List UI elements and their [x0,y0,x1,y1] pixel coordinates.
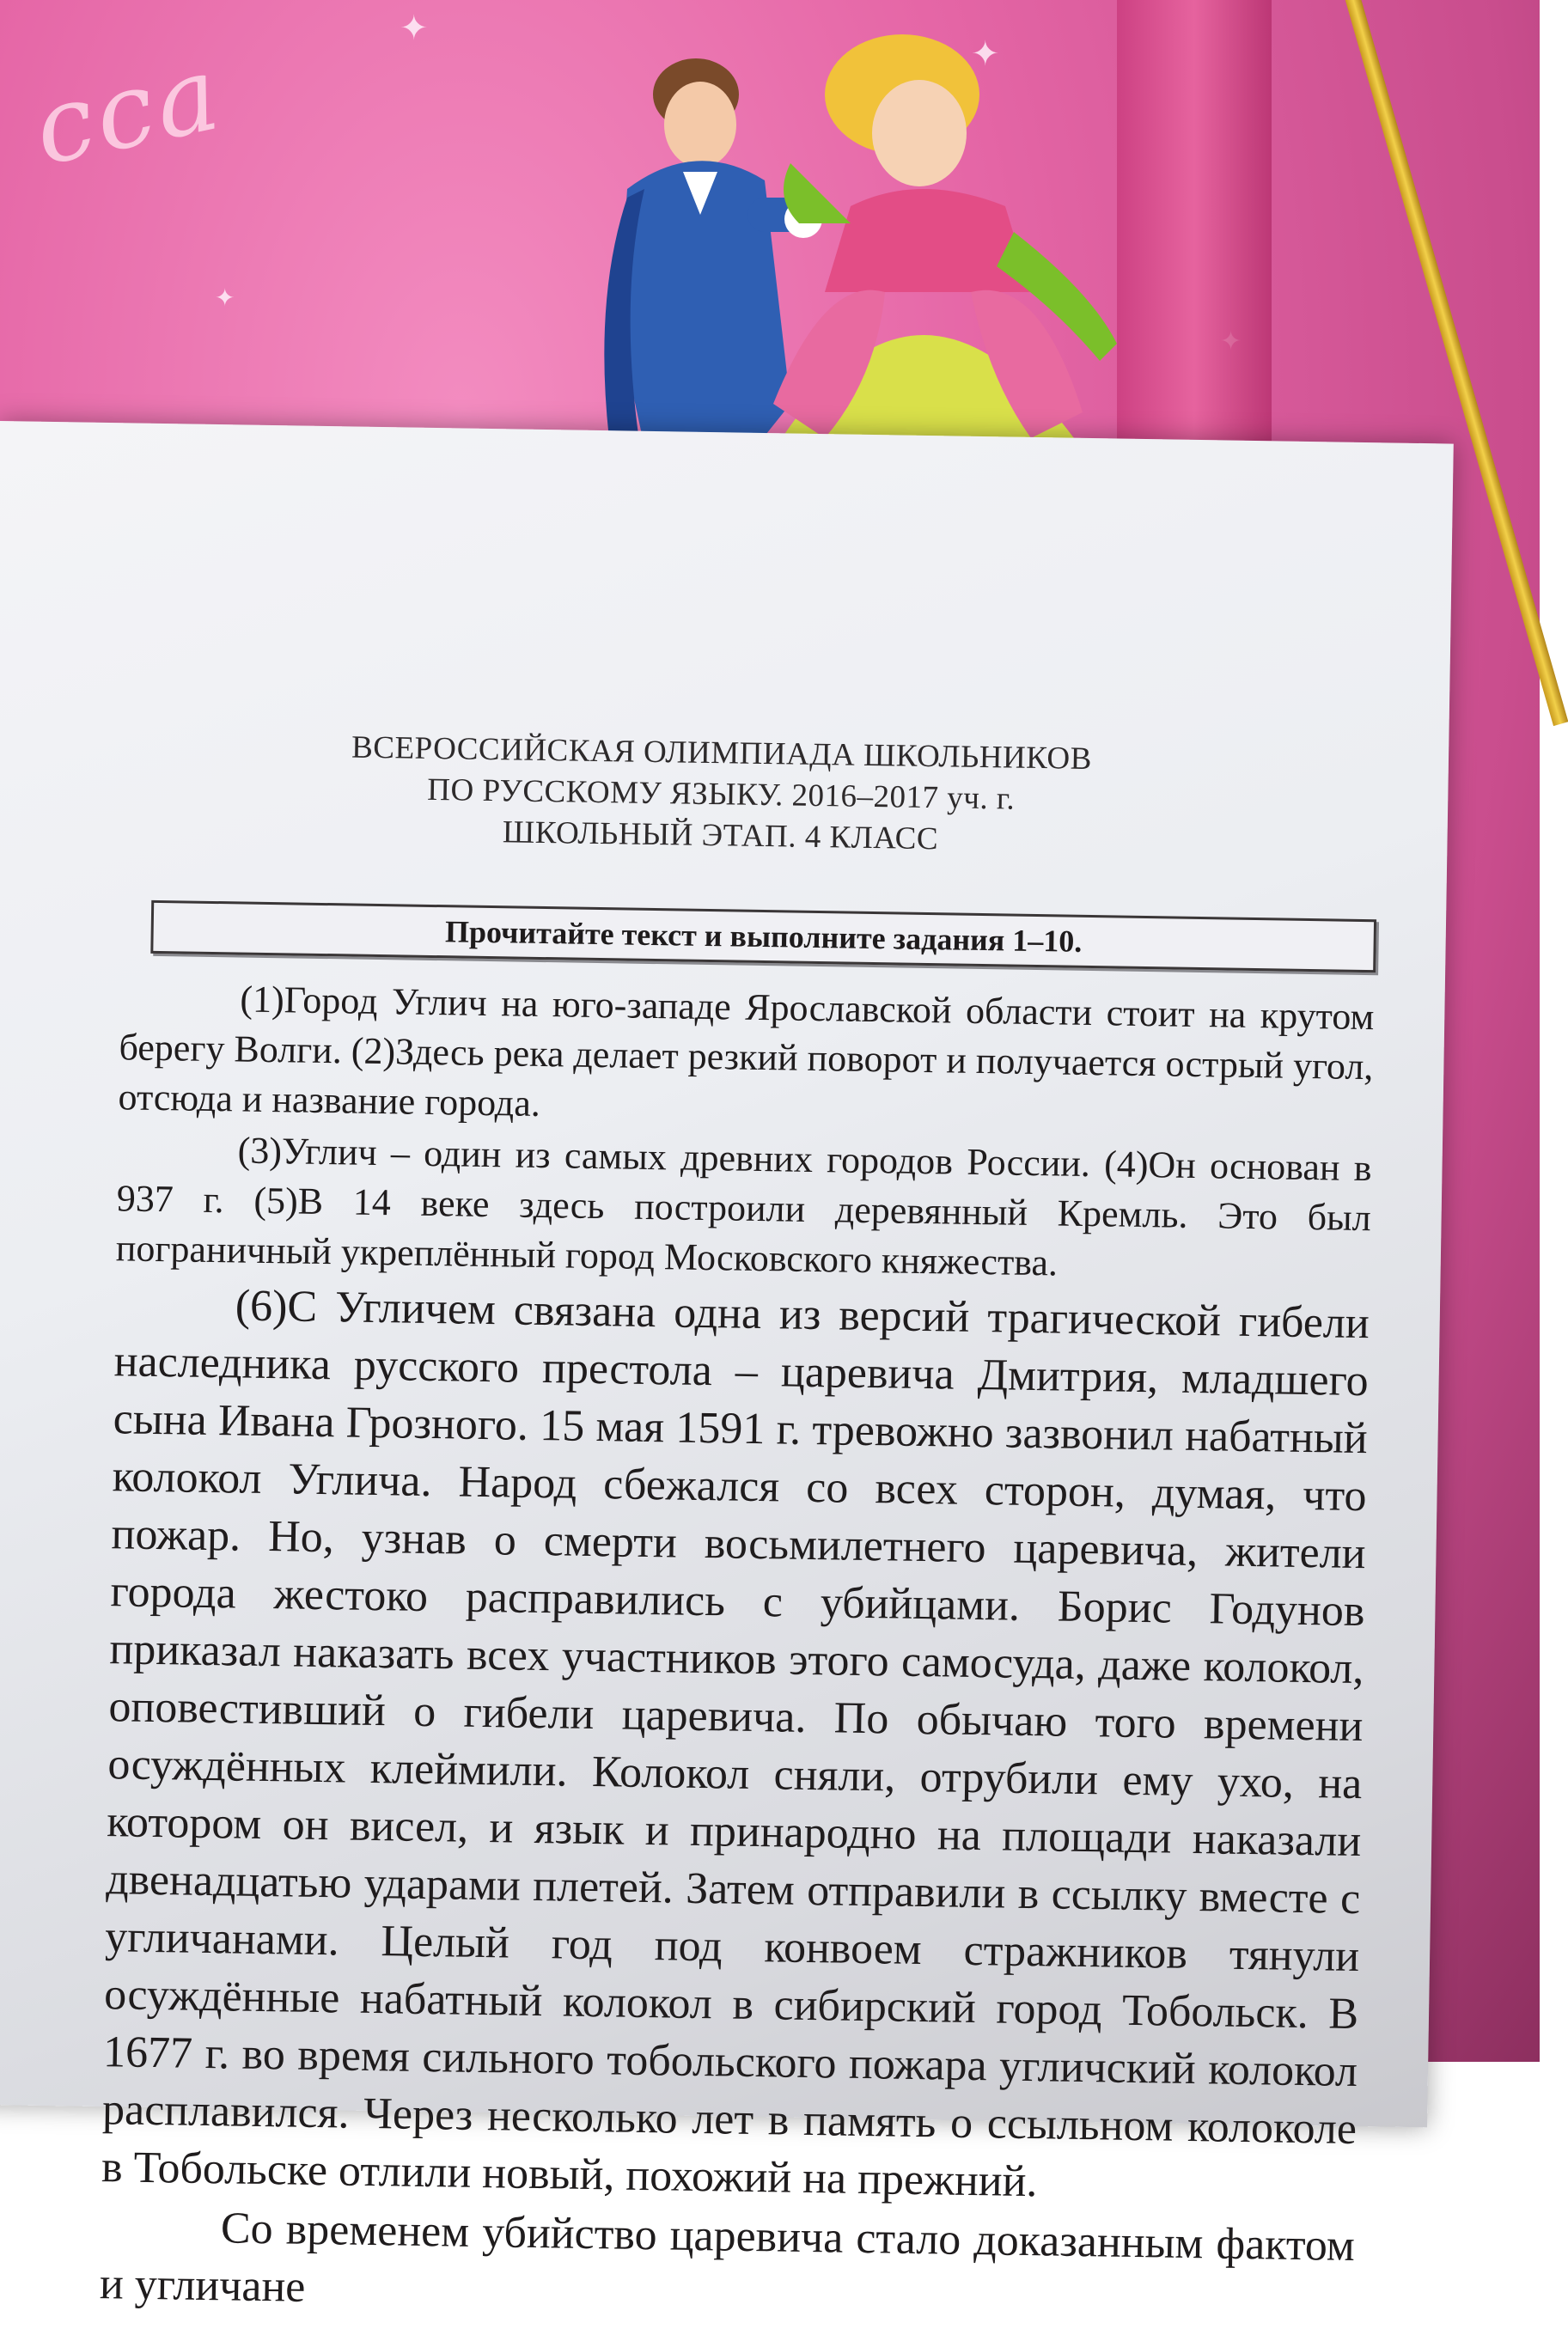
olympiad-paper-sheet [0,421,1454,2312]
reading-text [99,972,1374,2334]
sparkle-icon: ✦ [971,34,1000,74]
sparkle-icon: ✦ [215,283,235,312]
paragraph-1: (1)Город Углич на юго-западе Ярославской области стоит на крутом берегу Волги. (2)Здесь река делает резкий поворот и получается острый угол, отсюда и название города. [118,978,1375,1125]
document-header [0,722,1449,869]
header-line-3: ШКОЛЬНЫЙ ЭТАП. 4 КЛАСС [502,814,939,857]
header-line-1: ВСЕРОССИЙСКАЯ ОЛИМПИАДА ШКОЛЬНИКОВ [351,729,1093,777]
paragraph-3: (6)С Угличем связана одна из версий трагической гибели наследника русского престола – царевича Дмитрия, младшего сына Ивана Грозного. 15 мая 1591 г. тревожно зазвонил набатный колокол Углича. Народ сбежался со всех сторон, думая, что пожар. Но, узнав о смерти восьмилетнего царевича, жители города жестоко расправились с убийцами. Борис Годунов приказал наказать всех участников этого самосуда, даже колокол, оповестивший о гибели царевича. По обычаю того времени осуждённых клеймили. Колокол сняли, отрубили ему ухо, на котором он висел, и язык и принародно на площади наказали двенадцатью ударами плетей. Затем отправили в ссылку вместе с угличанами. Целый год под конвоем стражников тянули осуждённые набатный колокол в сибирский город Тобольск. В 1677 г. во время сильного тобольского пожара угличский колокол расплавился. Через несколько лет в память о ссыльном колоколе в Тобольске отлили новый, похожий на прежний. [101,1281,1370,2207]
header-line-2: ПО РУССКОМУ ЯЗЫКУ. 2016–2017 уч. г. [427,771,1016,817]
task-instruction-box [150,900,1376,972]
paragraph-2: (3)Углич – один из самых древних городов России. (4)Он основан в 937 г. (5)В 14 веке здесь построили деревянный Кремль. Это был пограничный укреплённый город Московского княжества. [115,1129,1372,1284]
task-instruction-text: Прочитайте текст и выполните задания 1–10. [444,914,1083,959]
sparkle-icon: ✦ [400,9,429,48]
paragraph-4: Со временем убийство царевича стало доказанным фактом и угличане [99,2204,1356,2312]
folder-lettering: сса [23,33,233,190]
